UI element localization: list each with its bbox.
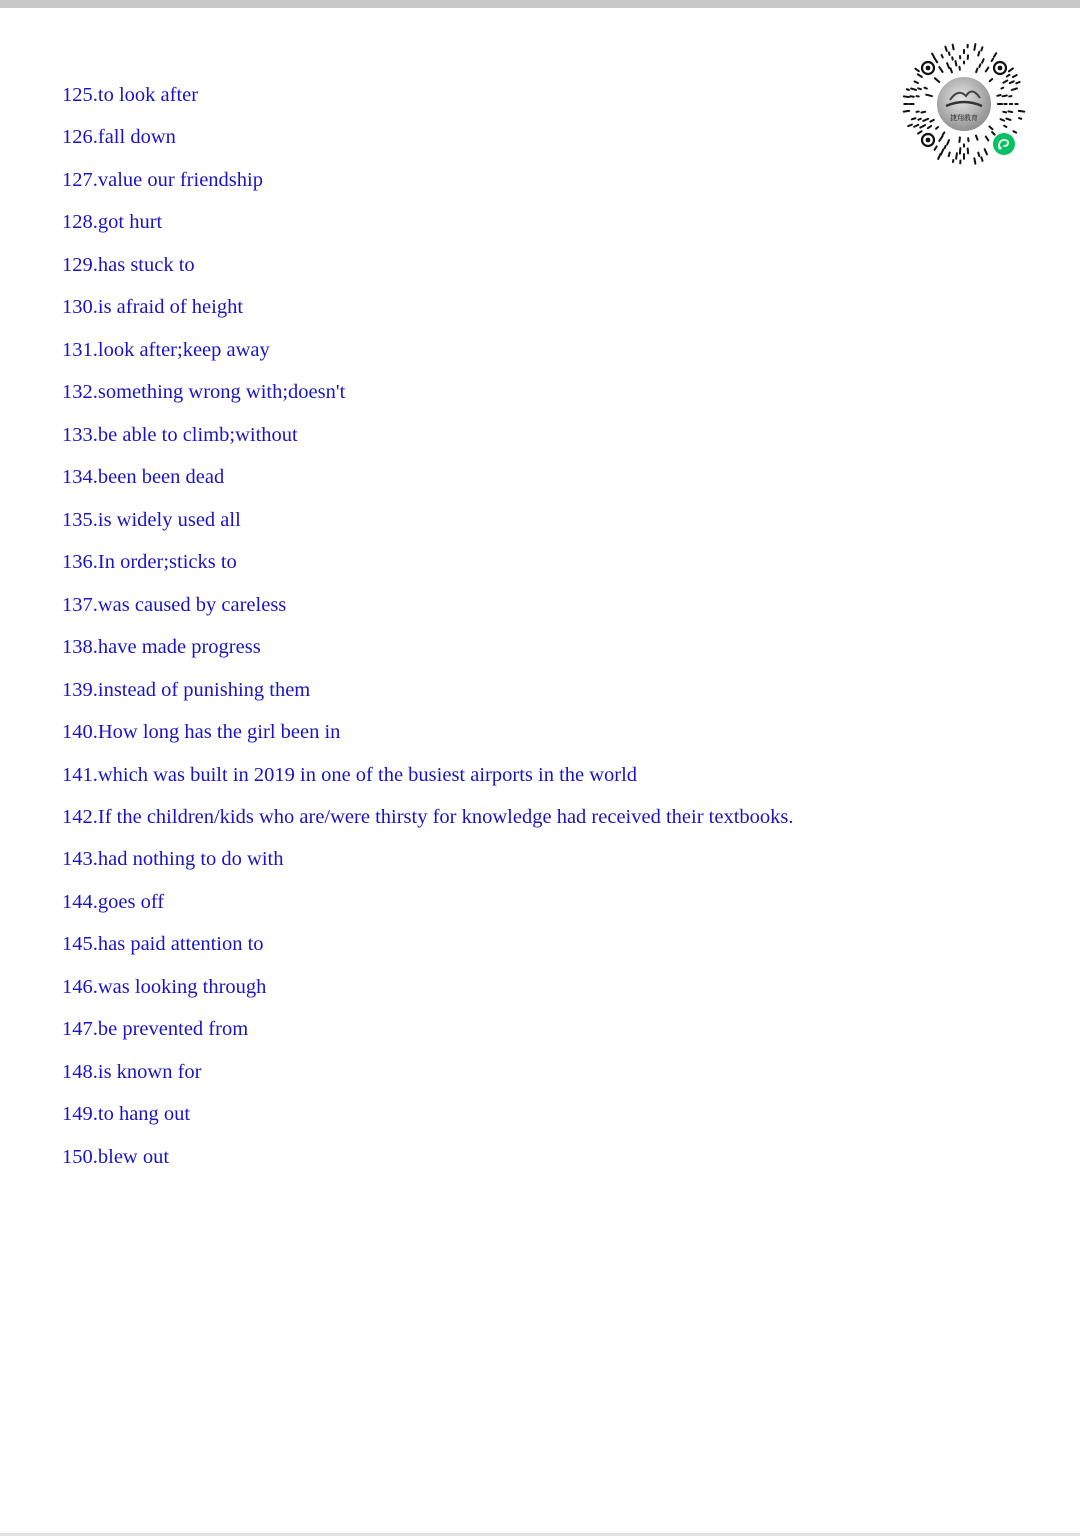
qr-logo-text: 捷翔教育 [950, 114, 978, 122]
answer-item: 144.goes off [62, 890, 165, 913]
answer-item: 136.In order;sticks to [62, 551, 237, 574]
answer-item: 133.be able to climb;without [62, 423, 298, 446]
answer-item: 137.was caused by careless [62, 593, 287, 616]
answer-item: 134.been been dead [62, 466, 225, 489]
answer-item: 131.look after;keep away [62, 338, 270, 361]
top-border [0, 0, 1080, 8]
answer-item: 139.instead of punishing them [62, 678, 311, 701]
answer-item: 149.to hang out [62, 1103, 191, 1126]
document-page [0, 8, 1080, 1533]
mini-program-qr-code-icon [900, 40, 1028, 168]
answer-item: 129.has stuck to [62, 253, 195, 276]
answer-item: 141.which was built in 2019 in one of the busiest airports in the world [62, 763, 638, 786]
answer-item: 150.blew out [62, 1145, 170, 1168]
answer-item: 140.How long has the girl been in [62, 721, 341, 744]
answer-item: 127.value our friendship [62, 168, 263, 191]
answer-item: 135.is widely used all [62, 508, 241, 531]
answer-item: 125.to look after [62, 84, 199, 106]
answer-item: 130.is afraid of height [62, 296, 244, 319]
answer-item: 128.got hurt [62, 211, 163, 234]
answer-item: 148.is known for [62, 1060, 202, 1083]
answer-item: 145.has paid attention to [62, 933, 264, 956]
answer-item: 146.was looking through [62, 975, 267, 998]
answer-item: 147.be prevented from [62, 1018, 249, 1041]
answer-item: 138.have made progress [62, 636, 261, 659]
answer-item: 142.If the children/kids who are/were thirsty for knowledge had received their textbooks. [62, 805, 794, 828]
answer-item: 126.fall down [62, 126, 176, 149]
answer-item: 132.something wrong with;doesn't [62, 381, 346, 404]
answer-item: 143.had nothing to do with [62, 848, 284, 871]
answer-list [62, 80, 794, 1184]
